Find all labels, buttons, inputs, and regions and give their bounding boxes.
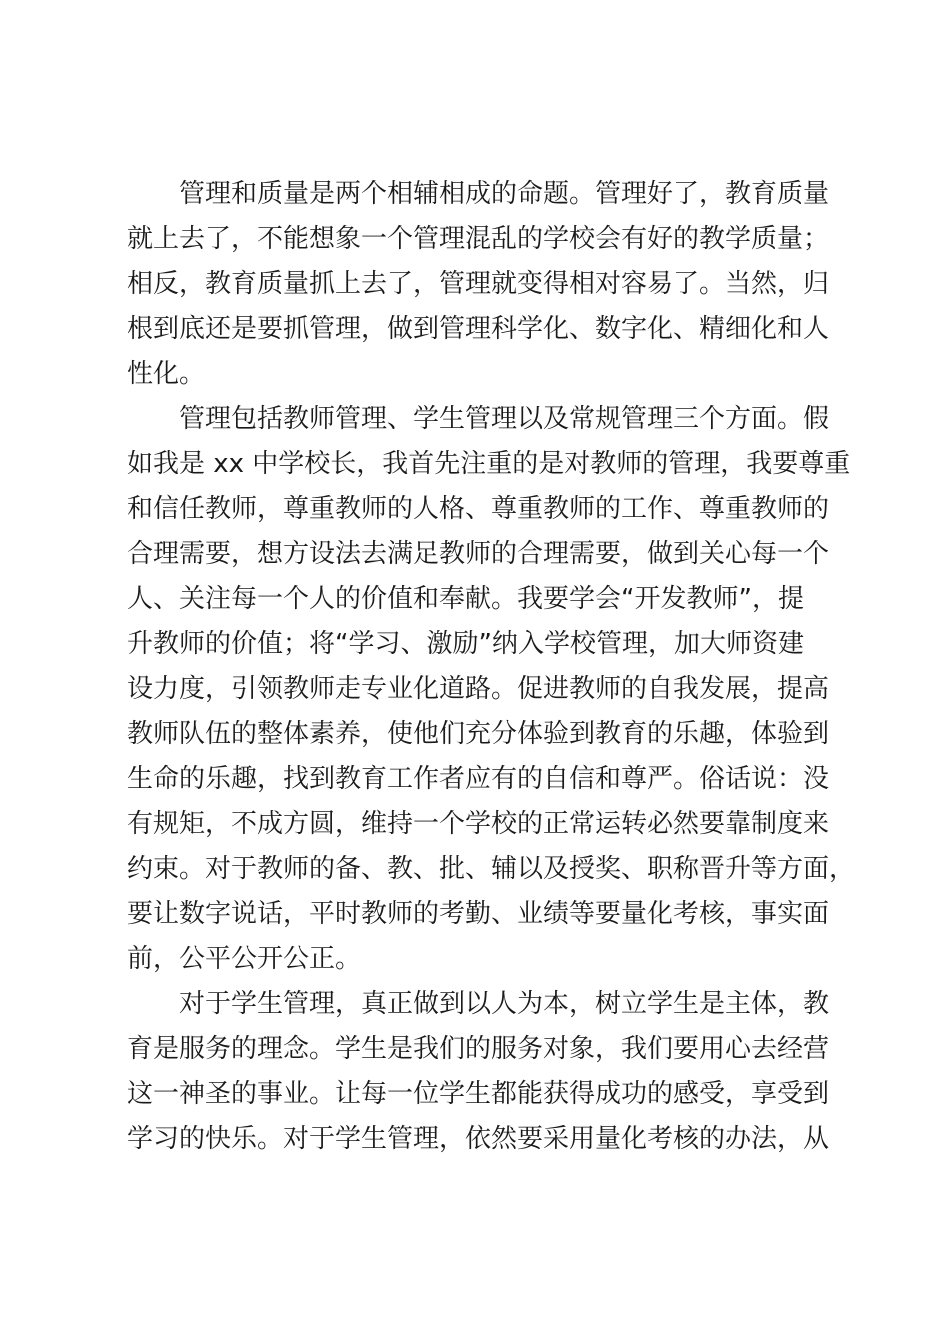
paragraph-2 (127, 397, 856, 982)
text-line: 性化。 (127, 359, 206, 389)
text-line: 就上去了，不能想象一个管理混乱的学校会有好的教学质量； (127, 224, 830, 254)
text-line: 有规矩，不成方圆，维持一个学校的正常运转必然要靠制度来 (127, 809, 830, 839)
text-line: 育是服务的理念。学生是我们的服务对象，我们要用心去经营 (127, 1034, 830, 1064)
paragraph-1 (127, 172, 837, 397)
text-line: 管理和质量是两个相辅相成的命题。管理好了，教育质量 (179, 179, 830, 209)
text-line: 这一神圣的事业。让每一位学生都能获得成功的感受，享受到 (127, 1079, 830, 1109)
text-line: 升教师的价值；将“学习、激励”纳入学校管理，加大师资建 (127, 629, 804, 659)
paragraph-3 (127, 982, 837, 1162)
text-line: 管理包括教师管理、学生管理以及常规管理三个方面。假 (179, 404, 830, 434)
text-line: 对于学生管理，真正做到以人为本，树立学生是主体，教 (179, 989, 830, 1019)
text-line: 相反，教育质量抓上去了，管理就变得相对容易了。当然，归 (127, 269, 830, 299)
text-line: 设力度，引领教师走专业化道路。促进教师的自我发展，提高 (127, 674, 830, 704)
document-body (127, 172, 856, 1162)
text-line: 教师队伍的整体素养，使他们充分体验到教育的乐趣，体验到 (127, 719, 830, 749)
text-line: 合理需要，想方设法去满足教师的合理需要，做到关心每一个 (127, 539, 830, 569)
text-line: 前，公平公开公正。 (127, 944, 362, 974)
text-line: 人、关注每一个人的价值和奉献。我要学会“开发教师”，提 (127, 584, 804, 614)
text-line: 要让数字说话，平时教师的考勤、业绩等要量化考核，事实面 (127, 899, 830, 929)
text-line: 学习的快乐。对于学生管理，依然要采用量化考核的办法，从 (127, 1124, 830, 1154)
text-line: 生命的乐趣，找到教育工作者应有的自信和尊严。俗话说：没 (127, 764, 830, 794)
text-line: 约束。对于教师的备、教、批、辅以及授奖、职称晋升等方面， (127, 854, 856, 884)
text-line: 如我是 xx 中学校长，我首先注重的是对教师的管理，我要尊重 (127, 449, 851, 479)
text-line: 根到底还是要抓管理，做到管理科学化、数字化、精细化和人 (127, 314, 830, 344)
text-line: 和信任教师，尊重教师的人格、尊重教师的工作、尊重教师的 (127, 494, 830, 524)
